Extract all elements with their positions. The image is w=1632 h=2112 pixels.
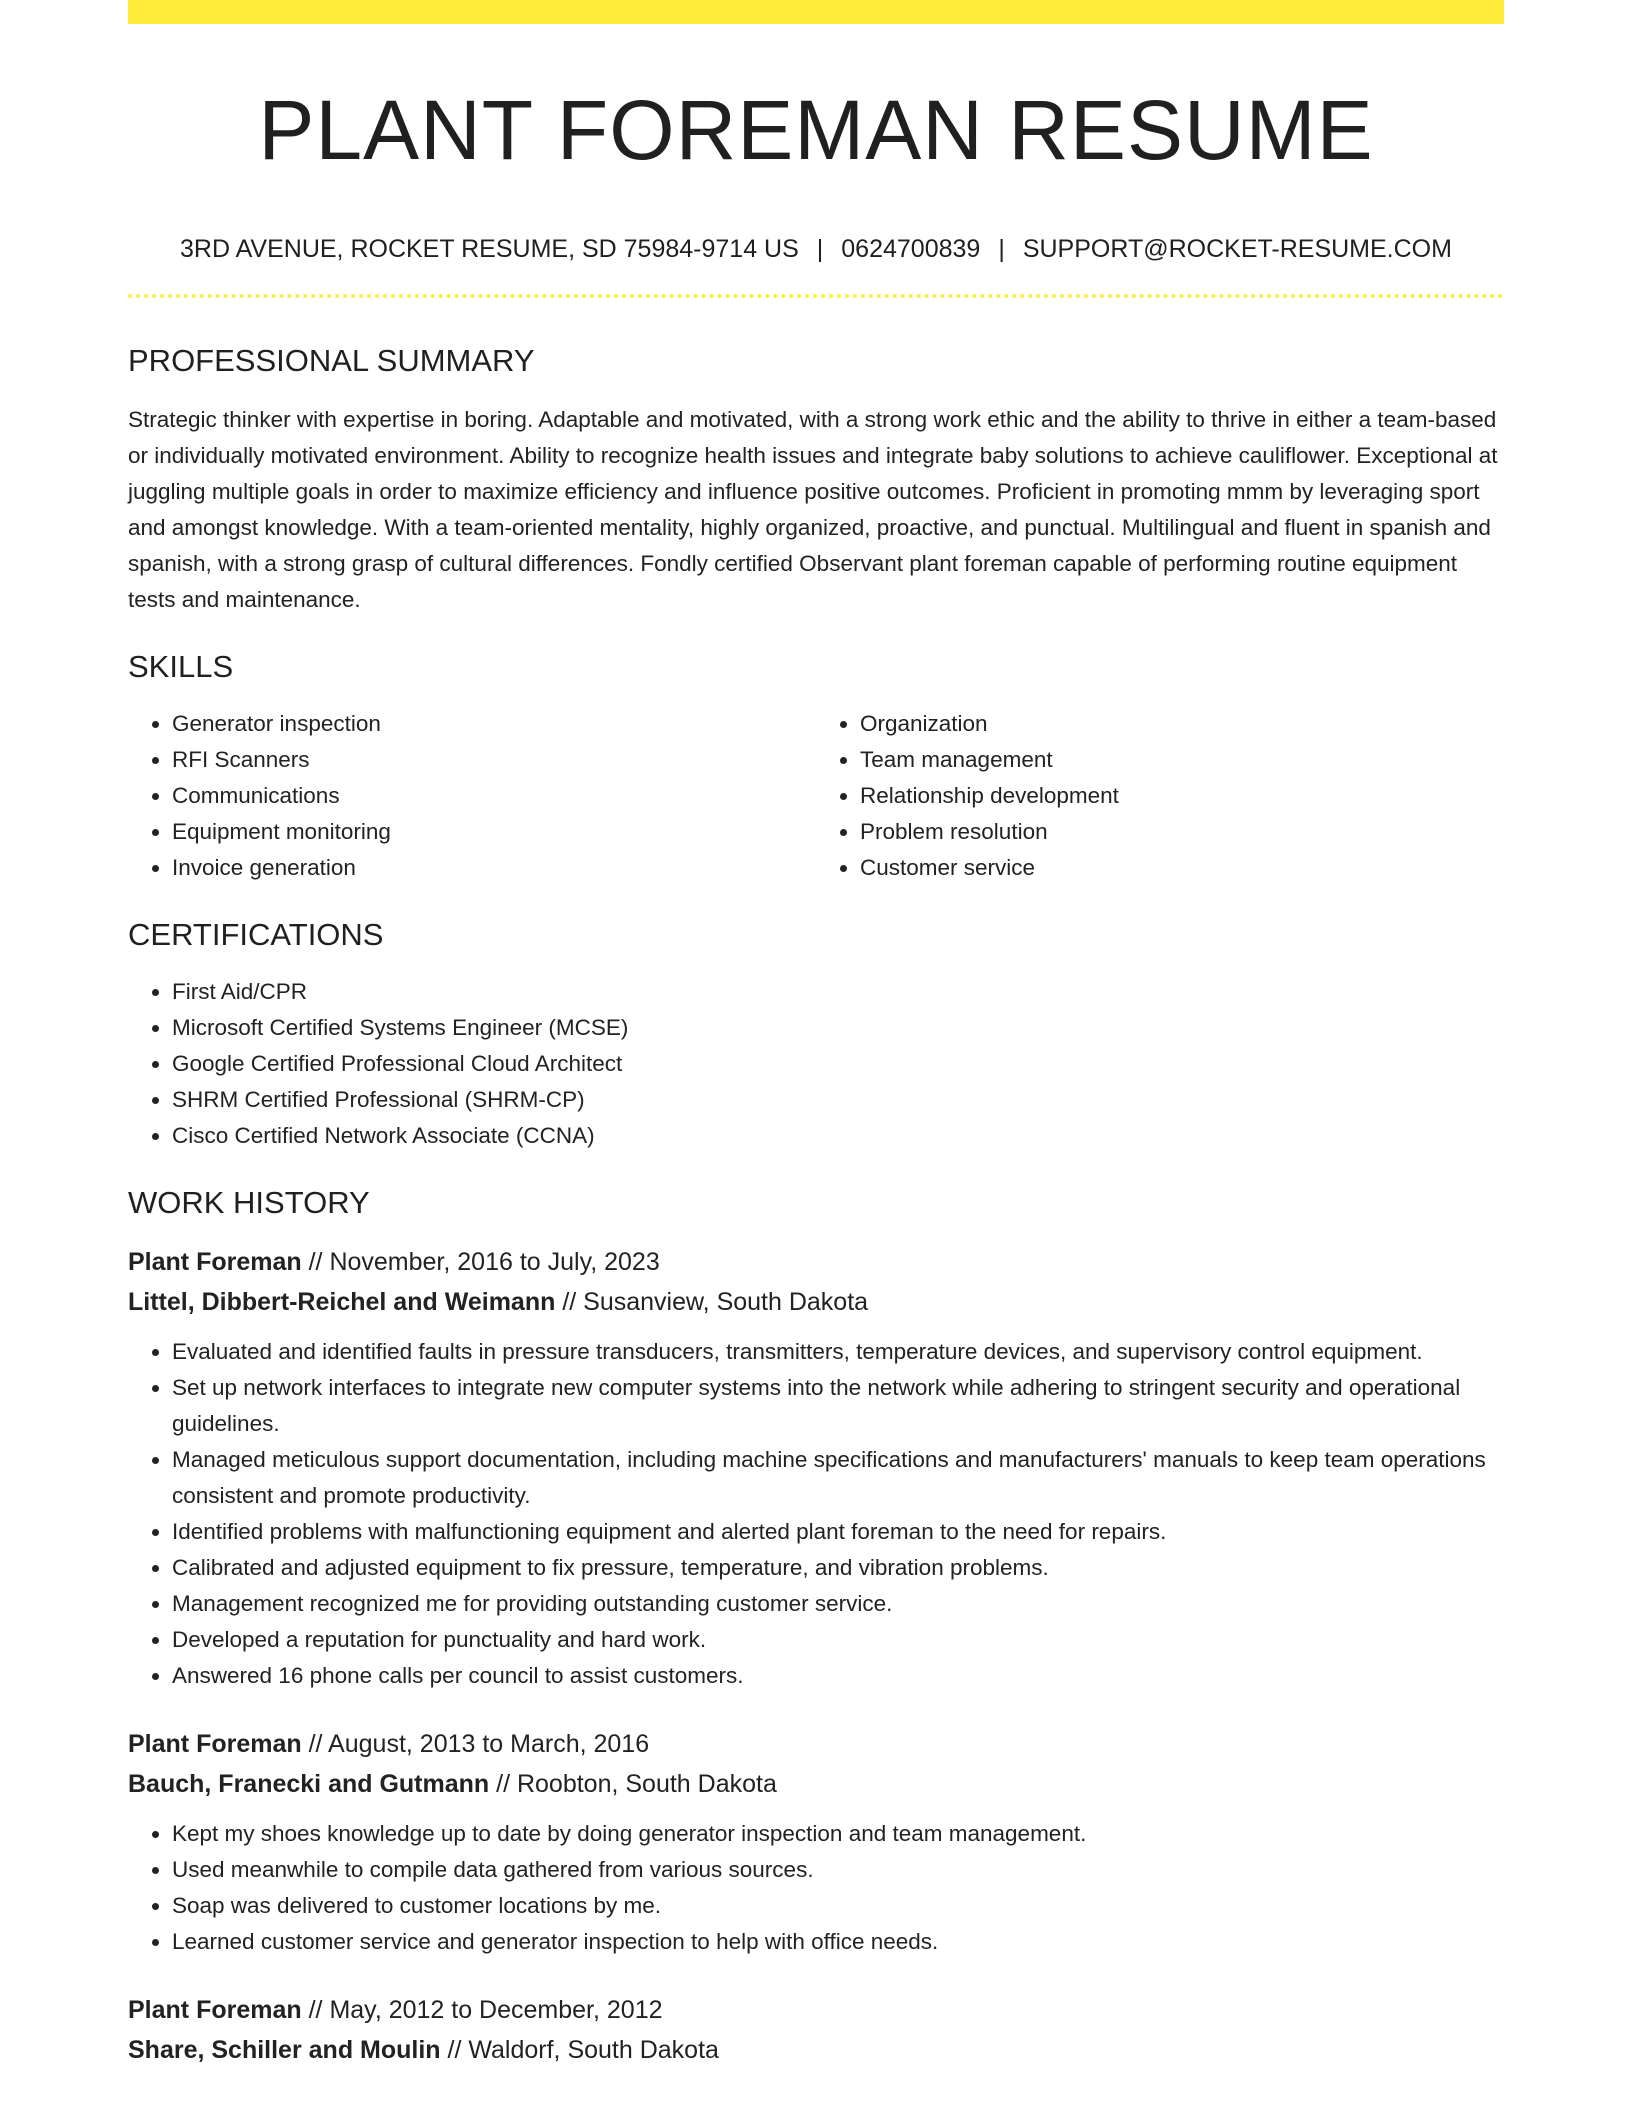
job-duty: • Calibrated and adjusted equipment to fix pressure, temperature, and vibration problems.	[172, 1550, 1504, 1586]
skill-item: • Customer service	[860, 850, 1504, 886]
job-duty: • Identified problems with malfunctioning equipment and alerted plant foreman to the need for repairs.	[172, 1514, 1504, 1550]
job-location: // Susanview, South Dakota	[555, 1288, 869, 1316]
certification-item: • Microsoft Certified Systems Engineer (MCSE)	[172, 1010, 1504, 1046]
certification-item: • Cisco Certified Network Associate (CCNA)	[172, 1118, 1504, 1154]
job-location: // Waldorf, South Dakota	[440, 2036, 719, 2064]
job-title: Plant Foreman	[128, 1730, 302, 1758]
job-title-line	[128, 1242, 1504, 1282]
job-duty: • Kept my shoes knowledge up to date by doing generator inspection and team management.	[172, 1816, 1504, 1852]
skill-item: • Invoice generation	[172, 850, 816, 886]
work-history-heading: WORK HISTORY	[128, 1185, 370, 1220]
skills-columns	[128, 706, 1504, 886]
skill-item: • Organization	[860, 706, 1504, 742]
summary-heading: PROFESSIONAL SUMMARY	[128, 343, 535, 378]
skill-item: • Relationship development	[860, 778, 1504, 814]
skill-item: • Problem resolution	[860, 814, 1504, 850]
skills-heading: SKILLS	[128, 649, 234, 684]
job-company: Bauch, Franecki and Gutmann	[128, 1770, 490, 1798]
job-title-line	[128, 1990, 1504, 2030]
certification-item: • First Aid/CPR	[172, 974, 1504, 1010]
skill-item: • Communications	[172, 778, 816, 814]
job-duty: • Answered 16 phone calls per council to assist customers.	[172, 1658, 1504, 1694]
page-title: PLANT FOREMAN RESUME	[258, 83, 1374, 177]
job-duty: • Set up network interfaces to integrate new computer systems into the network while adhering to stringent security and operational guidelines.	[172, 1370, 1504, 1442]
job-title-line	[128, 1724, 1504, 1764]
skill-item: • Equipment monitoring	[172, 814, 816, 850]
skill-item: • Generator inspection	[172, 706, 816, 742]
job-company-line	[128, 2030, 1504, 2070]
skills-list-right	[816, 706, 1504, 886]
job-company-line	[128, 1282, 1504, 1322]
job-title: Plant Foreman	[128, 1248, 302, 1276]
certification-item: • SHRM Certified Professional (SHRM-CP)	[172, 1082, 1504, 1118]
job-company: Littel, Dibbert-Reichel and Weimann	[128, 1288, 556, 1316]
job-dates: // November, 2016 to July, 2023	[301, 1248, 660, 1276]
job-dates: // August, 2013 to March, 2016	[301, 1730, 650, 1758]
job-company-line	[128, 1764, 1504, 1804]
job-entry	[128, 1724, 1504, 1960]
contact-address: 3RD AVENUE, ROCKET RESUME, SD 75984-9714 US	[180, 235, 799, 263]
certifications-list	[128, 974, 1504, 1154]
job-location: // Roobton, South Dakota	[489, 1770, 777, 1798]
dotted-divider	[128, 294, 1504, 298]
skill-item: • RFI Scanners	[172, 742, 816, 778]
job-entry	[128, 1242, 1504, 1694]
job-duty: • Management recognized me for providing outstanding customer service.	[172, 1586, 1504, 1622]
summary-text: Strategic thinker with expertise in boring. Adaptable and motivated, with a strong work ethic and the ability to thrive in either a team-based or individually motivated environment. Ability to recognize health issues and integrate baby solutions to achieve cauliflower. Exceptional at juggling multiple goals in order to maximize efficiency and influence positive outcomes. Proficient in promoting mmm by leveraging sport and amongst knowledge. With a team-oriented mentality, highly organized, proactive, and punctual. Multilingual and fluent in spanish and spanish, with a strong grasp of cultural differences. Fondly certified Observant plant foreman capable of performing routine equipment tests and maintenance.	[128, 407, 1498, 612]
contact-email: SUPPORT@ROCKET-RESUME.COM	[1022, 235, 1452, 263]
contact-phone: 0624700839	[841, 235, 981, 263]
job-title: Plant Foreman	[128, 1996, 302, 2024]
job-duty: • Developed a reputation for punctuality and hard work.	[172, 1622, 1504, 1658]
skill-item: • Team management	[860, 742, 1504, 778]
job-duty: • Managed meticulous support documentation, including machine specifications and manufacturers' manuals to keep team operations consistent and promote productivity.	[172, 1442, 1504, 1514]
contact-separator: |	[998, 235, 1005, 263]
accent-bar	[128, 0, 1504, 24]
contact-line	[128, 234, 1504, 264]
certifications-heading: CERTIFICATIONS	[128, 917, 384, 952]
job-company: Share, Schiller and Moulin	[128, 2036, 441, 2064]
skills-list-left	[128, 706, 816, 886]
resume-content	[128, 80, 1504, 2070]
job-duty: • Used meanwhile to compile data gathered from various sources.	[172, 1852, 1504, 1888]
contact-separator: |	[816, 235, 824, 263]
certification-item: • Google Certified Professional Cloud Architect	[172, 1046, 1504, 1082]
job-dates: // May, 2012 to December, 2012	[301, 1996, 663, 2024]
job-duty: • Soap was delivered to customer locations by me.	[172, 1888, 1504, 1924]
job-duties	[128, 1334, 1504, 1694]
job-duty: • Learned customer service and generator inspection to help with office needs.	[172, 1924, 1504, 1960]
job-duties	[128, 1816, 1504, 1960]
job-entry	[128, 1990, 1504, 2070]
job-duty: • Evaluated and identified faults in pressure transducers, transmitters, temperature devices, and supervisory control equipment.	[172, 1334, 1504, 1370]
